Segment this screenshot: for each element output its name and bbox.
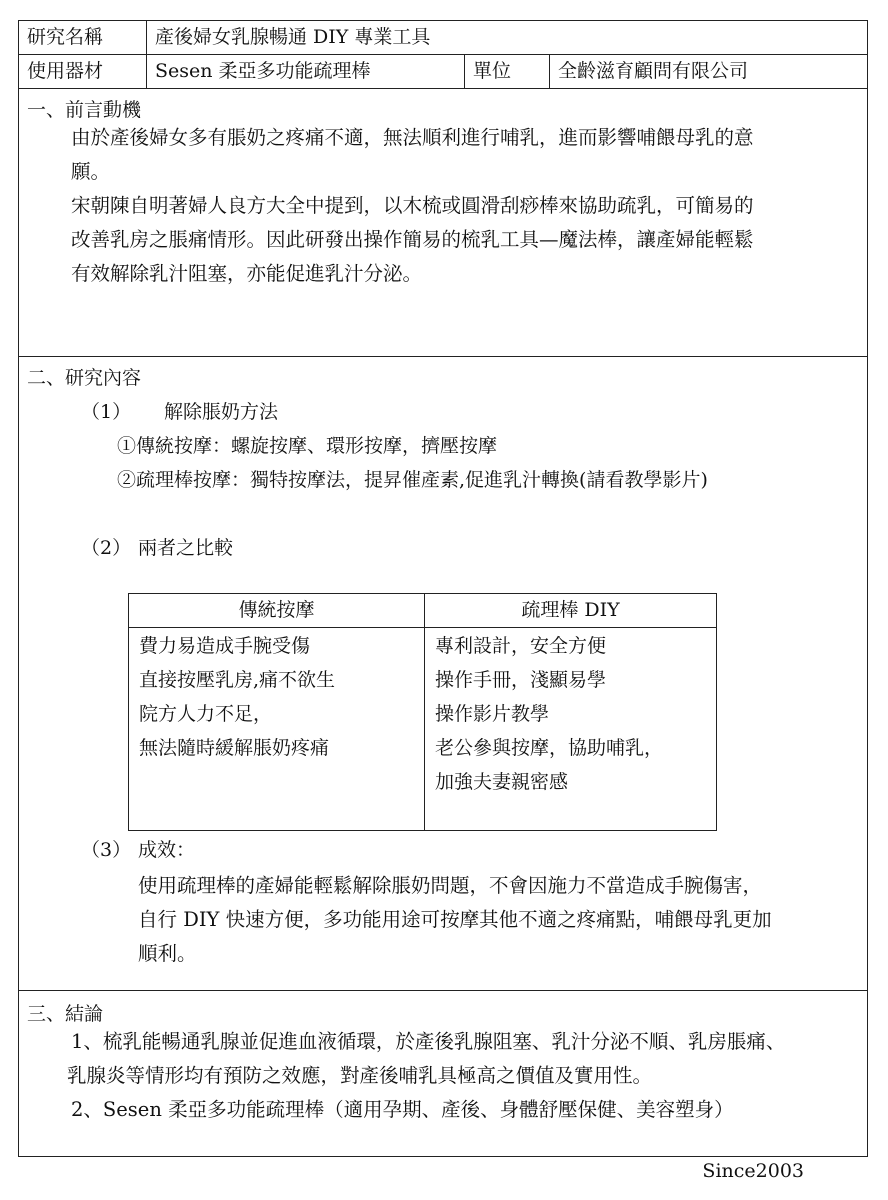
unit-value: 全齡滋育顧問有限公司 (558, 60, 749, 82)
research-document-form (18, 20, 868, 1157)
comparison-body (129, 628, 716, 830)
effect-paragraph (138, 869, 772, 971)
item-number: （2） (81, 537, 132, 559)
comparison-cell: 操作影片教學 (435, 703, 550, 725)
text-line: 願。 (71, 160, 111, 183)
research-name-label: 研究名稱 (19, 21, 147, 54)
equipment-label: 使用器材 (19, 55, 147, 88)
comparison-cell: 無法隨時緩解脹奶疼痛 (139, 737, 330, 759)
text-line: 有效解除乳汁阻塞，亦能促進乳汁分泌。 (71, 262, 423, 285)
text-line: 順利。 (138, 942, 197, 965)
text-line: 2、Sesen 柔亞多功能疏理棒（適用孕期、產後、身體舒壓保健、美容塑身） (71, 1098, 734, 1121)
text-line: 乳腺炎等情形均有預防之效應，對產後哺乳具極高之價值及實用性。 (67, 1064, 653, 1087)
motivation-paragraph (71, 121, 861, 291)
comparison-header-diy: 疏理棒 DIY (521, 599, 620, 621)
research-name-value: 產後婦女乳腺暢通 DIY 專業工具 (155, 26, 431, 48)
comparison-cell: 老公參與按摩，協助哺乳， (435, 737, 664, 759)
item-title: 兩者之比較 (138, 537, 234, 559)
text-line: 自行 DIY 快速方便，多功能用途可按摩其他不適之疼痛點，哺餵母乳更加 (138, 908, 772, 931)
text-line: 1、梳乳能暢通乳腺並促進血液循環，於產後乳腺阻塞、乳汁分泌不順、乳房脹痛、 (71, 1030, 786, 1053)
section-research-content (19, 357, 867, 991)
section-title: 二、研究內容 (27, 367, 142, 389)
comparison-col-diy (425, 628, 716, 830)
unit-label: 單位 (465, 55, 550, 88)
comparison-cell: 專利設計，安全方便 (435, 635, 607, 657)
comparison-cell: 加強夫妻親密感 (435, 771, 569, 793)
item-number: （3） (81, 839, 132, 861)
item-number: （1） (81, 401, 132, 423)
item-title: 解除脹奶方法 (164, 401, 279, 423)
text-line: 宋朝陳自明著婦人良方大全中提到，以木梳或圓滑刮痧棒來協助疏乳，可簡易的 (71, 194, 754, 217)
comparison-cell: 直接按壓乳房,痛不欲生 (139, 669, 336, 691)
text-line: 由於產後婦女多有脹奶之疼痛不適，無法順利進行哺乳，進而影響哺餵母乳的意 (71, 126, 754, 149)
section-title: 一、前言動機 (27, 99, 142, 121)
research-name-row (19, 21, 867, 55)
comparison-cell: 操作手冊，淺顯易學 (435, 669, 607, 691)
comparison-header-traditional: 傳統按摩 (129, 594, 425, 627)
comparison-cell: 院方人力不足， (139, 703, 273, 725)
comparison-cell: 費力易造成手腕受傷 (139, 635, 311, 657)
text-line: 改善乳房之脹痛情形。因此研發出操作簡易的梳乳工具—魔法棒，讓產婦能輕鬆 (71, 228, 754, 251)
text-line: 使用疏理棒的產婦能輕鬆解除脹奶問題，不會因施力不當造成手腕傷害， (138, 874, 763, 897)
comparison-col-traditional (129, 628, 425, 830)
section-title: 三、結論 (27, 1003, 104, 1025)
comparison-table (128, 593, 717, 831)
equipment-value: Sesen 柔亞多功能疏理棒 (147, 55, 465, 88)
section-motivation (19, 89, 867, 357)
method-point: ①傳統按摩：螺旋按摩、環形按摩，擠壓按摩 (117, 435, 498, 457)
since-footer: Since2003 (702, 1160, 804, 1182)
conclusion-paragraph (67, 1025, 861, 1127)
equipment-row (19, 55, 867, 89)
method-point: ②疏理棒按摩：獨特按摩法，提昇催產素,促進乳汁轉換(請看教學影片) (117, 469, 708, 491)
comparison-header-row (129, 594, 716, 628)
section-conclusion (19, 991, 867, 1156)
item-title: 成效： (138, 839, 196, 861)
